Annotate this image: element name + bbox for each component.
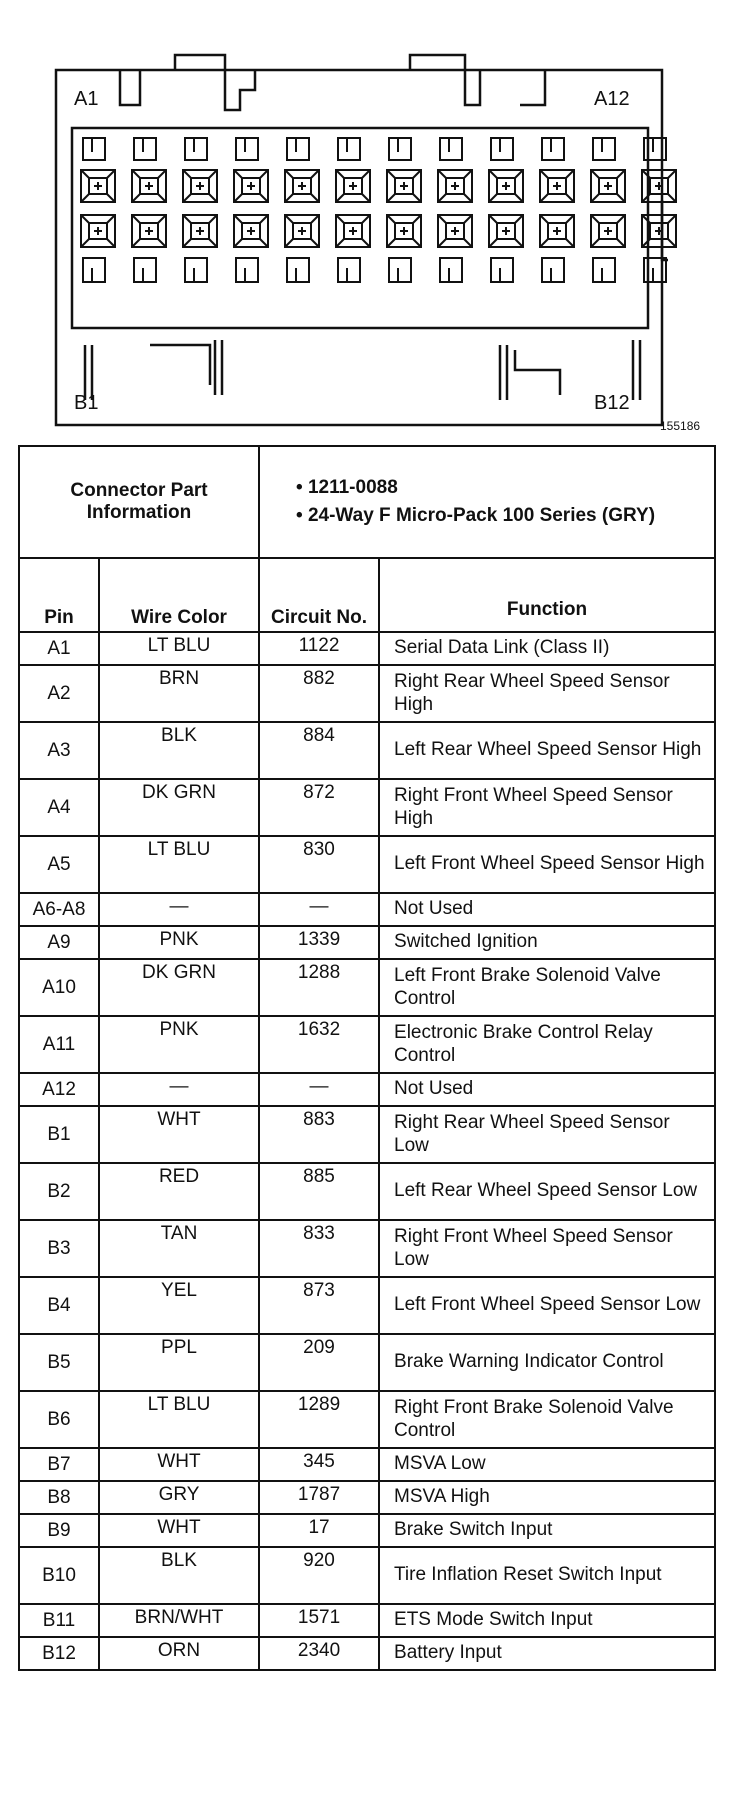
function-cell: Tire Inflation Reset Switch Input [379,1547,715,1604]
bottom-key-tab [185,258,207,282]
connector-diagram [0,0,736,440]
bottom-key-tab [542,258,564,282]
latch-right [410,55,545,105]
pin-cell: B6 [19,1391,99,1448]
function-cell: Right Rear Wheel Speed Sensor Low [379,1106,715,1163]
circuit-cell: 872 [259,779,379,836]
bottom-key-tab [236,258,258,282]
wire-color-cell: ORN [99,1637,259,1670]
top-key-tab [593,138,615,160]
circuit-cell: 1632 [259,1016,379,1073]
table-row [19,1220,715,1277]
pin-cell: B10 [19,1547,99,1604]
pin-cell: A1 [19,632,99,665]
table-row [19,1514,715,1547]
circuit-cell: 2340 [259,1637,379,1670]
table-row [19,1637,715,1670]
wire-color-cell: BRN/WHT [99,1604,259,1637]
pinout-table [18,445,716,1671]
terminal-detail [285,170,319,202]
pin-cell: A3 [19,722,99,779]
wire-color-cell: PNK [99,926,259,959]
pin-cell: A5 [19,836,99,893]
wire-color-cell: RED [99,1163,259,1220]
bottom-key-tab [134,258,156,282]
table-row [19,1277,715,1334]
wire-color-cell: WHT [99,1106,259,1163]
table-row [19,1604,715,1637]
table-row [19,722,715,779]
wire-color-cell: LT BLU [99,1391,259,1448]
circuit-cell: 833 [259,1220,379,1277]
wire-color-cell: WHT [99,1514,259,1547]
connector-type: 24-Way F Micro-Pack 100 Series (GRY) [307,505,656,526]
wire-color-cell: LT BLU [99,836,259,893]
bottom-key-tab [440,258,462,282]
circuit-cell: 1289 [259,1391,379,1448]
top-key-tab [389,138,411,160]
connector-info-label: Connector Part Information [19,446,259,558]
wire-color-cell: BLK [99,1547,259,1604]
wire-color-cell: BLK [99,722,259,779]
terminal-detail [540,215,574,247]
circuit-cell: 1787 [259,1481,379,1514]
terminal-detail [234,215,268,247]
pin-cell: A2 [19,665,99,722]
circuit-cell: 1122 [259,632,379,665]
bottom-key-tab [389,258,411,282]
pin-cell: B12 [19,1637,99,1670]
function-cell: Not Used [379,1073,715,1106]
top-key-tab [134,138,156,160]
pin-cell: B5 [19,1334,99,1391]
table-row [19,1073,715,1106]
function-cell: MSVA High [379,1481,715,1514]
top-key-tab [287,138,309,160]
circuit-cell: 873 [259,1277,379,1334]
terminal-detail [132,215,166,247]
circuit-cell: 1339 [259,926,379,959]
bottom-key-tab [287,258,309,282]
table-row [19,1163,715,1220]
top-key-tab [185,138,207,160]
col-wire-header: Wire Color [99,558,259,632]
pin-cell: A10 [19,959,99,1016]
circuit-cell: 830 [259,836,379,893]
wire-color-cell: PPL [99,1334,259,1391]
terminal-detail [387,215,421,247]
circuit-cell: — [259,893,379,926]
terminal-detail [183,215,217,247]
pin-cell: B4 [19,1277,99,1334]
table-row [19,1547,715,1604]
pin-cell: B7 [19,1448,99,1481]
function-cell: MSVA Low [379,1448,715,1481]
terminal-detail [387,170,421,202]
function-cell: Right Front Brake Solenoid Valve Control [379,1391,715,1448]
function-cell: Brake Warning Indicator Control [379,1334,715,1391]
function-cell: Right Rear Wheel Speed Sensor High [379,665,715,722]
circuit-cell: 885 [259,1163,379,1220]
wire-color-cell: DK GRN [99,959,259,1016]
circuit-cell: 17 [259,1514,379,1547]
circuit-cell: 345 [259,1448,379,1481]
wire-color-cell: WHT [99,1448,259,1481]
part-number: 1211-0088 [307,477,398,499]
top-key-tab [338,138,360,160]
top-key-tab [236,138,258,160]
pin-cell: B1 [19,1106,99,1163]
connector-info-bullets [259,446,715,558]
table-row [19,665,715,722]
connector-info-bullet: • 1211-0088 [296,477,398,499]
wire-color-cell: DK GRN [99,779,259,836]
terminal-detail [489,215,523,247]
col-pin-header: Pin [19,558,99,632]
terminal-detail [336,215,370,247]
function-cell: Battery Input [379,1637,715,1670]
terminal-detail [438,215,472,247]
terminal-detail [591,215,625,247]
function-cell: Left Rear Wheel Speed Sensor High [379,722,715,779]
function-cell: Left Rear Wheel Speed Sensor Low [379,1163,715,1220]
table-row [19,1106,715,1163]
table-row [19,632,715,665]
terminal-detail [183,170,217,202]
figure-id: 155186 [660,419,701,433]
wire-color-cell: BRN [99,665,259,722]
terminal-detail [540,170,574,202]
wire-color-cell: TAN [99,1220,259,1277]
circuit-cell: 209 [259,1334,379,1391]
wire-color-cell: — [99,1073,259,1106]
pin-label-b1: B1 [74,392,99,414]
function-cell: Not Used [379,893,715,926]
table-row [19,926,715,959]
pin-label-a12: A12 [594,88,630,110]
bottom-key-tab [593,258,615,282]
circuit-cell: 884 [259,722,379,779]
function-cell: Brake Switch Input [379,1514,715,1547]
circuit-cell: 1288 [259,959,379,1016]
top-key-tab [83,138,105,160]
connector-info-row [19,446,715,558]
top-key-tab [491,138,513,160]
terminal-detail [489,170,523,202]
wire-color-cell: LT BLU [99,632,259,665]
table-row [19,1391,715,1448]
table-row [19,836,715,893]
wire-color-cell: YEL [99,1277,259,1334]
circuit-cell: 882 [259,665,379,722]
circuit-cell: 920 [259,1547,379,1604]
table-row [19,779,715,836]
terminal-detail [285,215,319,247]
circuit-cell: 883 [259,1106,379,1163]
pin-cell: A9 [19,926,99,959]
function-cell: Left Front Wheel Speed Sensor Low [379,1277,715,1334]
pin-cell: B11 [19,1604,99,1637]
table-row [19,1016,715,1073]
col-function-header: Function [379,558,715,632]
function-cell: Left Front Brake Solenoid Valve Control [379,959,715,1016]
pin-label-a1: A1 [74,88,99,110]
pin-cell: B9 [19,1514,99,1547]
pin-cell: A11 [19,1016,99,1073]
pin-cell: B2 [19,1163,99,1220]
function-cell: ETS Mode Switch Input [379,1604,715,1637]
table-row [19,1334,715,1391]
function-cell: Electronic Brake Control Relay Control [379,1016,715,1073]
terminal-detail [438,170,472,202]
wire-color-cell: — [99,893,259,926]
table-row [19,1481,715,1514]
function-cell: Right Front Wheel Speed Sensor High [379,779,715,836]
top-key-tab [440,138,462,160]
bottom-key-tab [83,258,105,282]
table-row [19,959,715,1016]
function-cell: Right Front Wheel Speed Sensor Low [379,1220,715,1277]
pin-cell: B8 [19,1481,99,1514]
pin-cell: A4 [19,779,99,836]
circuit-cell: 1571 [259,1604,379,1637]
key-right [500,340,640,400]
top-key-tab [542,138,564,160]
pin-cell: A12 [19,1073,99,1106]
bottom-key-tab [491,258,513,282]
terminal-detail [336,170,370,202]
pin-label-b12: B12 [594,392,630,414]
key-left [85,340,222,400]
column-header-row [19,558,715,632]
table-row [19,1448,715,1481]
terminal-detail [234,170,268,202]
pin-cell: A6-A8 [19,893,99,926]
function-cell: Serial Data Link (Class II) [379,632,715,665]
connector-info-bullet: • 24-Way F Micro-Pack 100 Series (GRY) [296,505,656,526]
terminal-detail [81,215,115,247]
function-cell: Switched Ignition [379,926,715,959]
function-cell: Left Front Wheel Speed Sensor High [379,836,715,893]
bottom-key-tab [338,258,360,282]
terminal-detail [132,170,166,202]
latch-left [120,55,255,110]
circuit-cell: — [259,1073,379,1106]
wire-color-cell: PNK [99,1016,259,1073]
terminal-detail [81,170,115,202]
terminal-detail [591,170,625,202]
pin-cell: B3 [19,1220,99,1277]
wire-color-cell: GRY [99,1481,259,1514]
table-row [19,893,715,926]
col-circuit-header: Circuit No. [259,558,379,632]
pin-grid [81,138,676,282]
